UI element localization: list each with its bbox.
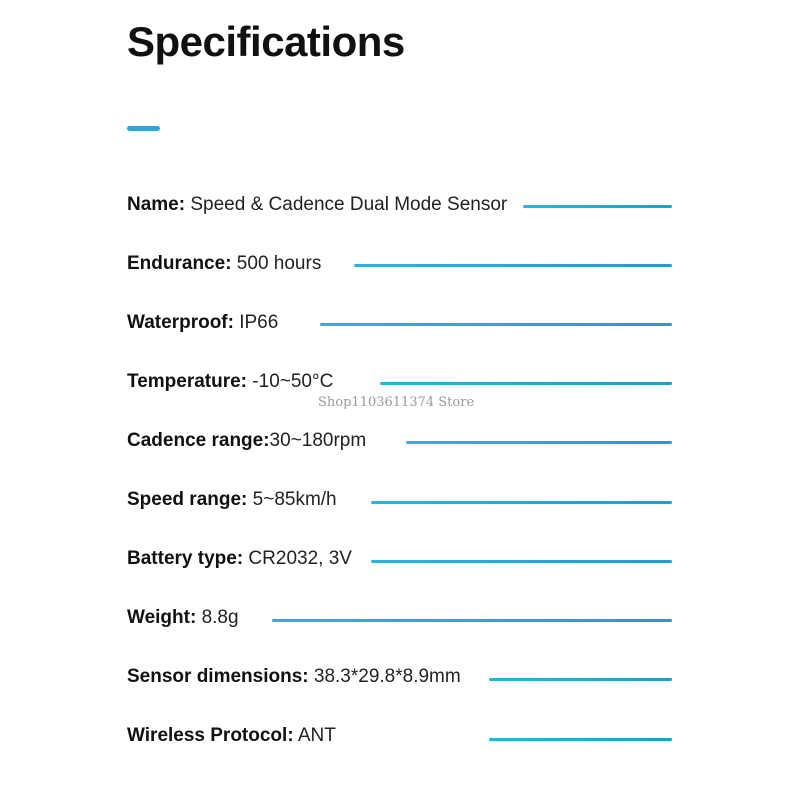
spec-divider-line bbox=[320, 323, 672, 326]
store-watermark: Shop1103611374 Store bbox=[318, 395, 475, 410]
spec-row-weight bbox=[127, 606, 239, 630]
spec-divider-line bbox=[371, 501, 672, 504]
spec-label: Endurance: bbox=[127, 253, 232, 274]
spec-divider-line bbox=[371, 560, 672, 563]
spec-divider-line bbox=[523, 205, 672, 208]
spec-value: 500 hours bbox=[231, 253, 322, 274]
spec-value: Speed & Cadence Dual Mode Sensor bbox=[185, 194, 508, 215]
spec-row-waterproof bbox=[127, 311, 278, 335]
spec-row-battery bbox=[127, 547, 352, 571]
spec-divider-line bbox=[406, 441, 672, 444]
spec-divider-line bbox=[489, 738, 672, 741]
title-accent-bar bbox=[127, 126, 160, 131]
spec-row-speed bbox=[127, 488, 337, 512]
spec-value: 38.3*29.8*8.9mm bbox=[308, 666, 461, 687]
spec-value: -10~50°C bbox=[247, 371, 334, 392]
spec-label: Name: bbox=[127, 194, 186, 215]
spec-label: Sensor dimensions: bbox=[127, 666, 309, 687]
spec-label: Speed range: bbox=[127, 489, 248, 510]
spec-row-protocol bbox=[127, 724, 336, 748]
spec-divider-line bbox=[272, 619, 672, 622]
spec-divider-line bbox=[380, 382, 672, 385]
spec-row-cadence bbox=[127, 429, 366, 453]
spec-value: IP66 bbox=[233, 312, 279, 333]
spec-row-temperature bbox=[127, 370, 333, 394]
spec-value: ANT bbox=[293, 725, 336, 746]
spec-label: Wireless Protocol: bbox=[127, 725, 294, 746]
spec-label: Waterproof: bbox=[127, 312, 234, 333]
spec-row-dimensions bbox=[127, 665, 461, 689]
spec-label: Temperature: bbox=[127, 371, 248, 392]
spec-label: Cadence range: bbox=[127, 430, 270, 451]
spec-label: Battery type: bbox=[127, 548, 244, 569]
page-title: Specifications bbox=[127, 18, 405, 65]
spec-label: Weight: bbox=[127, 607, 197, 628]
spec-divider-line bbox=[489, 678, 672, 681]
spec-row-name bbox=[127, 193, 507, 217]
spec-value: CR2032, 3V bbox=[243, 548, 352, 569]
spec-value: 8.8g bbox=[196, 607, 239, 628]
spec-row-endurance bbox=[127, 252, 321, 276]
spec-value: 30~180rpm bbox=[269, 430, 367, 451]
spec-divider-line bbox=[354, 264, 672, 267]
spec-value: 5~85km/h bbox=[247, 489, 337, 510]
